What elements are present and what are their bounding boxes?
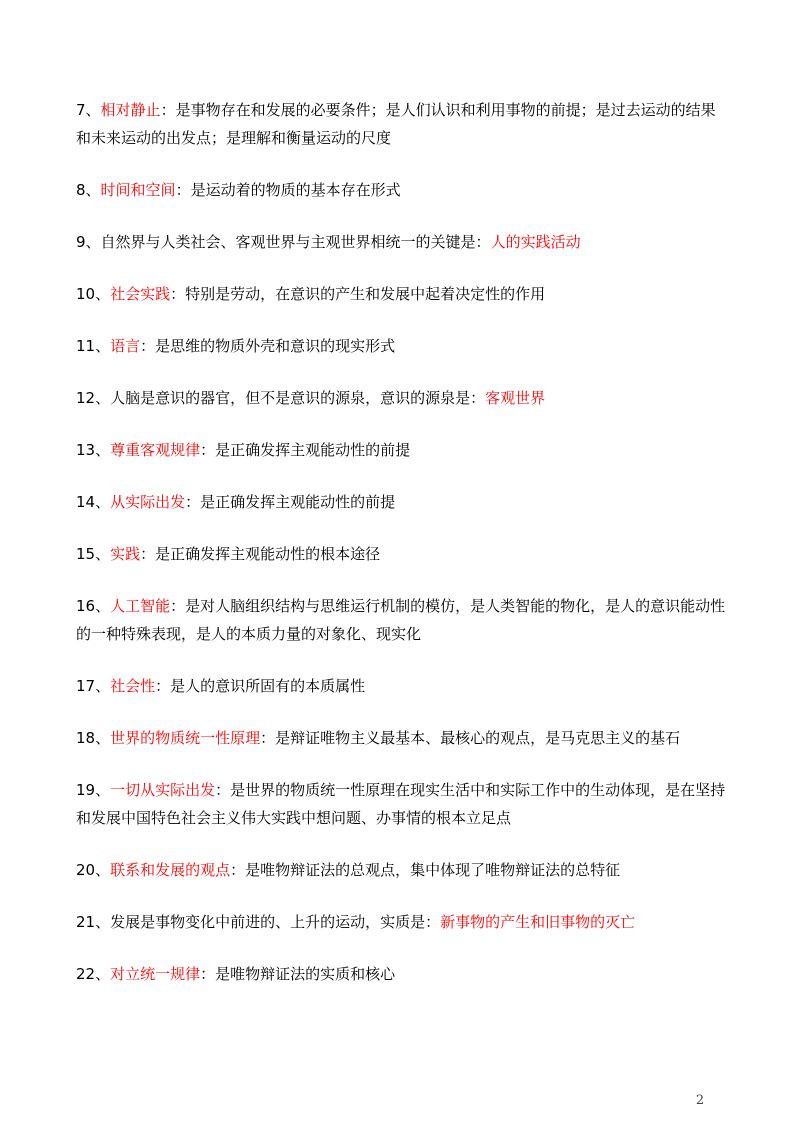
item-list — [76, 96, 728, 988]
list-item — [76, 960, 728, 988]
item-text: ：是唯物辩证法的总观点，集中体现了唯物辩证法的总特征 — [230, 861, 621, 879]
list-item — [76, 332, 728, 360]
highlighted-term: 尊重客观规律 — [110, 441, 201, 459]
item-text: ：是事物存在和发展的必要条件；是人们认识和利用事物的前提；是过去运动的结果和未来运动的出发点；是理解和衡量运动的尺度 — [76, 101, 716, 147]
item-prefix: 自然界与人类社会、客观世界与主观世界相统一的关键是： — [100, 233, 491, 251]
list-item — [76, 488, 728, 516]
item-text: ：是辩证唯物主义最基本、最核心的观点，是马克思主义的基石 — [260, 729, 681, 747]
highlighted-term: 人的实践活动 — [490, 233, 581, 251]
highlighted-term: 人工智能 — [110, 597, 171, 615]
item-text: ：是正确发挥主观能动性的根本途径 — [140, 545, 381, 563]
list-item — [76, 540, 728, 568]
highlighted-term: 从实际出发 — [110, 493, 186, 511]
item-number: 13、 — [76, 441, 111, 459]
highlighted-term: 实践 — [110, 545, 141, 563]
item-number: 9、 — [76, 233, 101, 251]
highlighted-term: 时间和空间 — [100, 181, 176, 199]
list-item — [76, 908, 728, 936]
highlighted-term: 语言 — [110, 337, 141, 355]
list-item — [76, 96, 728, 152]
item-number: 12、 — [76, 389, 111, 407]
highlighted-term: 对立统一规律 — [110, 965, 201, 983]
highlighted-term: 新事物的产生和旧事物的灭亡 — [440, 913, 636, 931]
list-item — [76, 724, 728, 752]
item-text: ：是正确发挥主观能动性的前提 — [185, 493, 396, 511]
item-prefix: 人脑是意识的器官，但不是意识的源泉，意识的源泉是： — [110, 389, 486, 407]
item-number: 18、 — [76, 729, 111, 747]
highlighted-term: 世界的物质统一性原理 — [110, 729, 261, 747]
list-item — [76, 436, 728, 464]
item-prefix: 发展是事物变化中前进的、上升的运动，实质是： — [110, 913, 441, 931]
item-text: ：是运动着的物质的基本存在形式 — [175, 181, 401, 199]
highlighted-term: 联系和发展的观点 — [110, 861, 231, 879]
highlighted-term: 社会性 — [110, 677, 156, 695]
item-number: 11、 — [76, 337, 111, 355]
list-item — [76, 672, 728, 700]
item-number: 22、 — [76, 965, 111, 983]
item-text: ：是人的意识所固有的本质属性 — [155, 677, 366, 695]
item-text: ：是思维的物质外壳和意识的现实形式 — [140, 337, 396, 355]
item-number: 17、 — [76, 677, 111, 695]
item-number: 20、 — [76, 861, 111, 879]
list-item — [76, 176, 728, 204]
item-text: ：是对人脑组织结构与思维运行机制的模仿，是人类智能的物化，是人的意识能动性的一种特殊表现，是人的本质力量的对象化、现实化 — [76, 597, 726, 643]
item-text: ：是唯物辩证法的实质和核心 — [200, 965, 396, 983]
item-text: ：特别是劳动，在意识的产生和发展中起着决定性的作用 — [170, 285, 546, 303]
list-item — [76, 856, 728, 884]
item-number: 10、 — [76, 285, 111, 303]
item-text: ：是正确发挥主观能动性的前提 — [200, 441, 411, 459]
highlighted-term: 社会实践 — [110, 285, 171, 303]
list-item — [76, 384, 728, 412]
list-item — [76, 228, 728, 256]
item-number: 15、 — [76, 545, 111, 563]
item-number: 21、 — [76, 913, 111, 931]
item-number: 7、 — [76, 101, 101, 119]
item-text: ：是世界的物质统一性原理在现实生活中和实际工作中的生动体现，是在坚持和发展中国特色社会主义伟大实践中想问题、办事情的根本立足点 — [76, 781, 726, 827]
item-number: 16、 — [76, 597, 111, 615]
item-number: 8、 — [76, 181, 101, 199]
list-item — [76, 280, 728, 308]
list-item — [76, 592, 728, 648]
list-item — [76, 776, 728, 832]
highlighted-term: 相对静止 — [100, 101, 161, 119]
highlighted-term: 一切从实际出发 — [110, 781, 216, 799]
highlighted-term: 客观世界 — [485, 389, 546, 407]
item-number: 14、 — [76, 493, 111, 511]
item-number: 19、 — [76, 781, 111, 799]
page-number: 2 — [695, 1093, 705, 1108]
